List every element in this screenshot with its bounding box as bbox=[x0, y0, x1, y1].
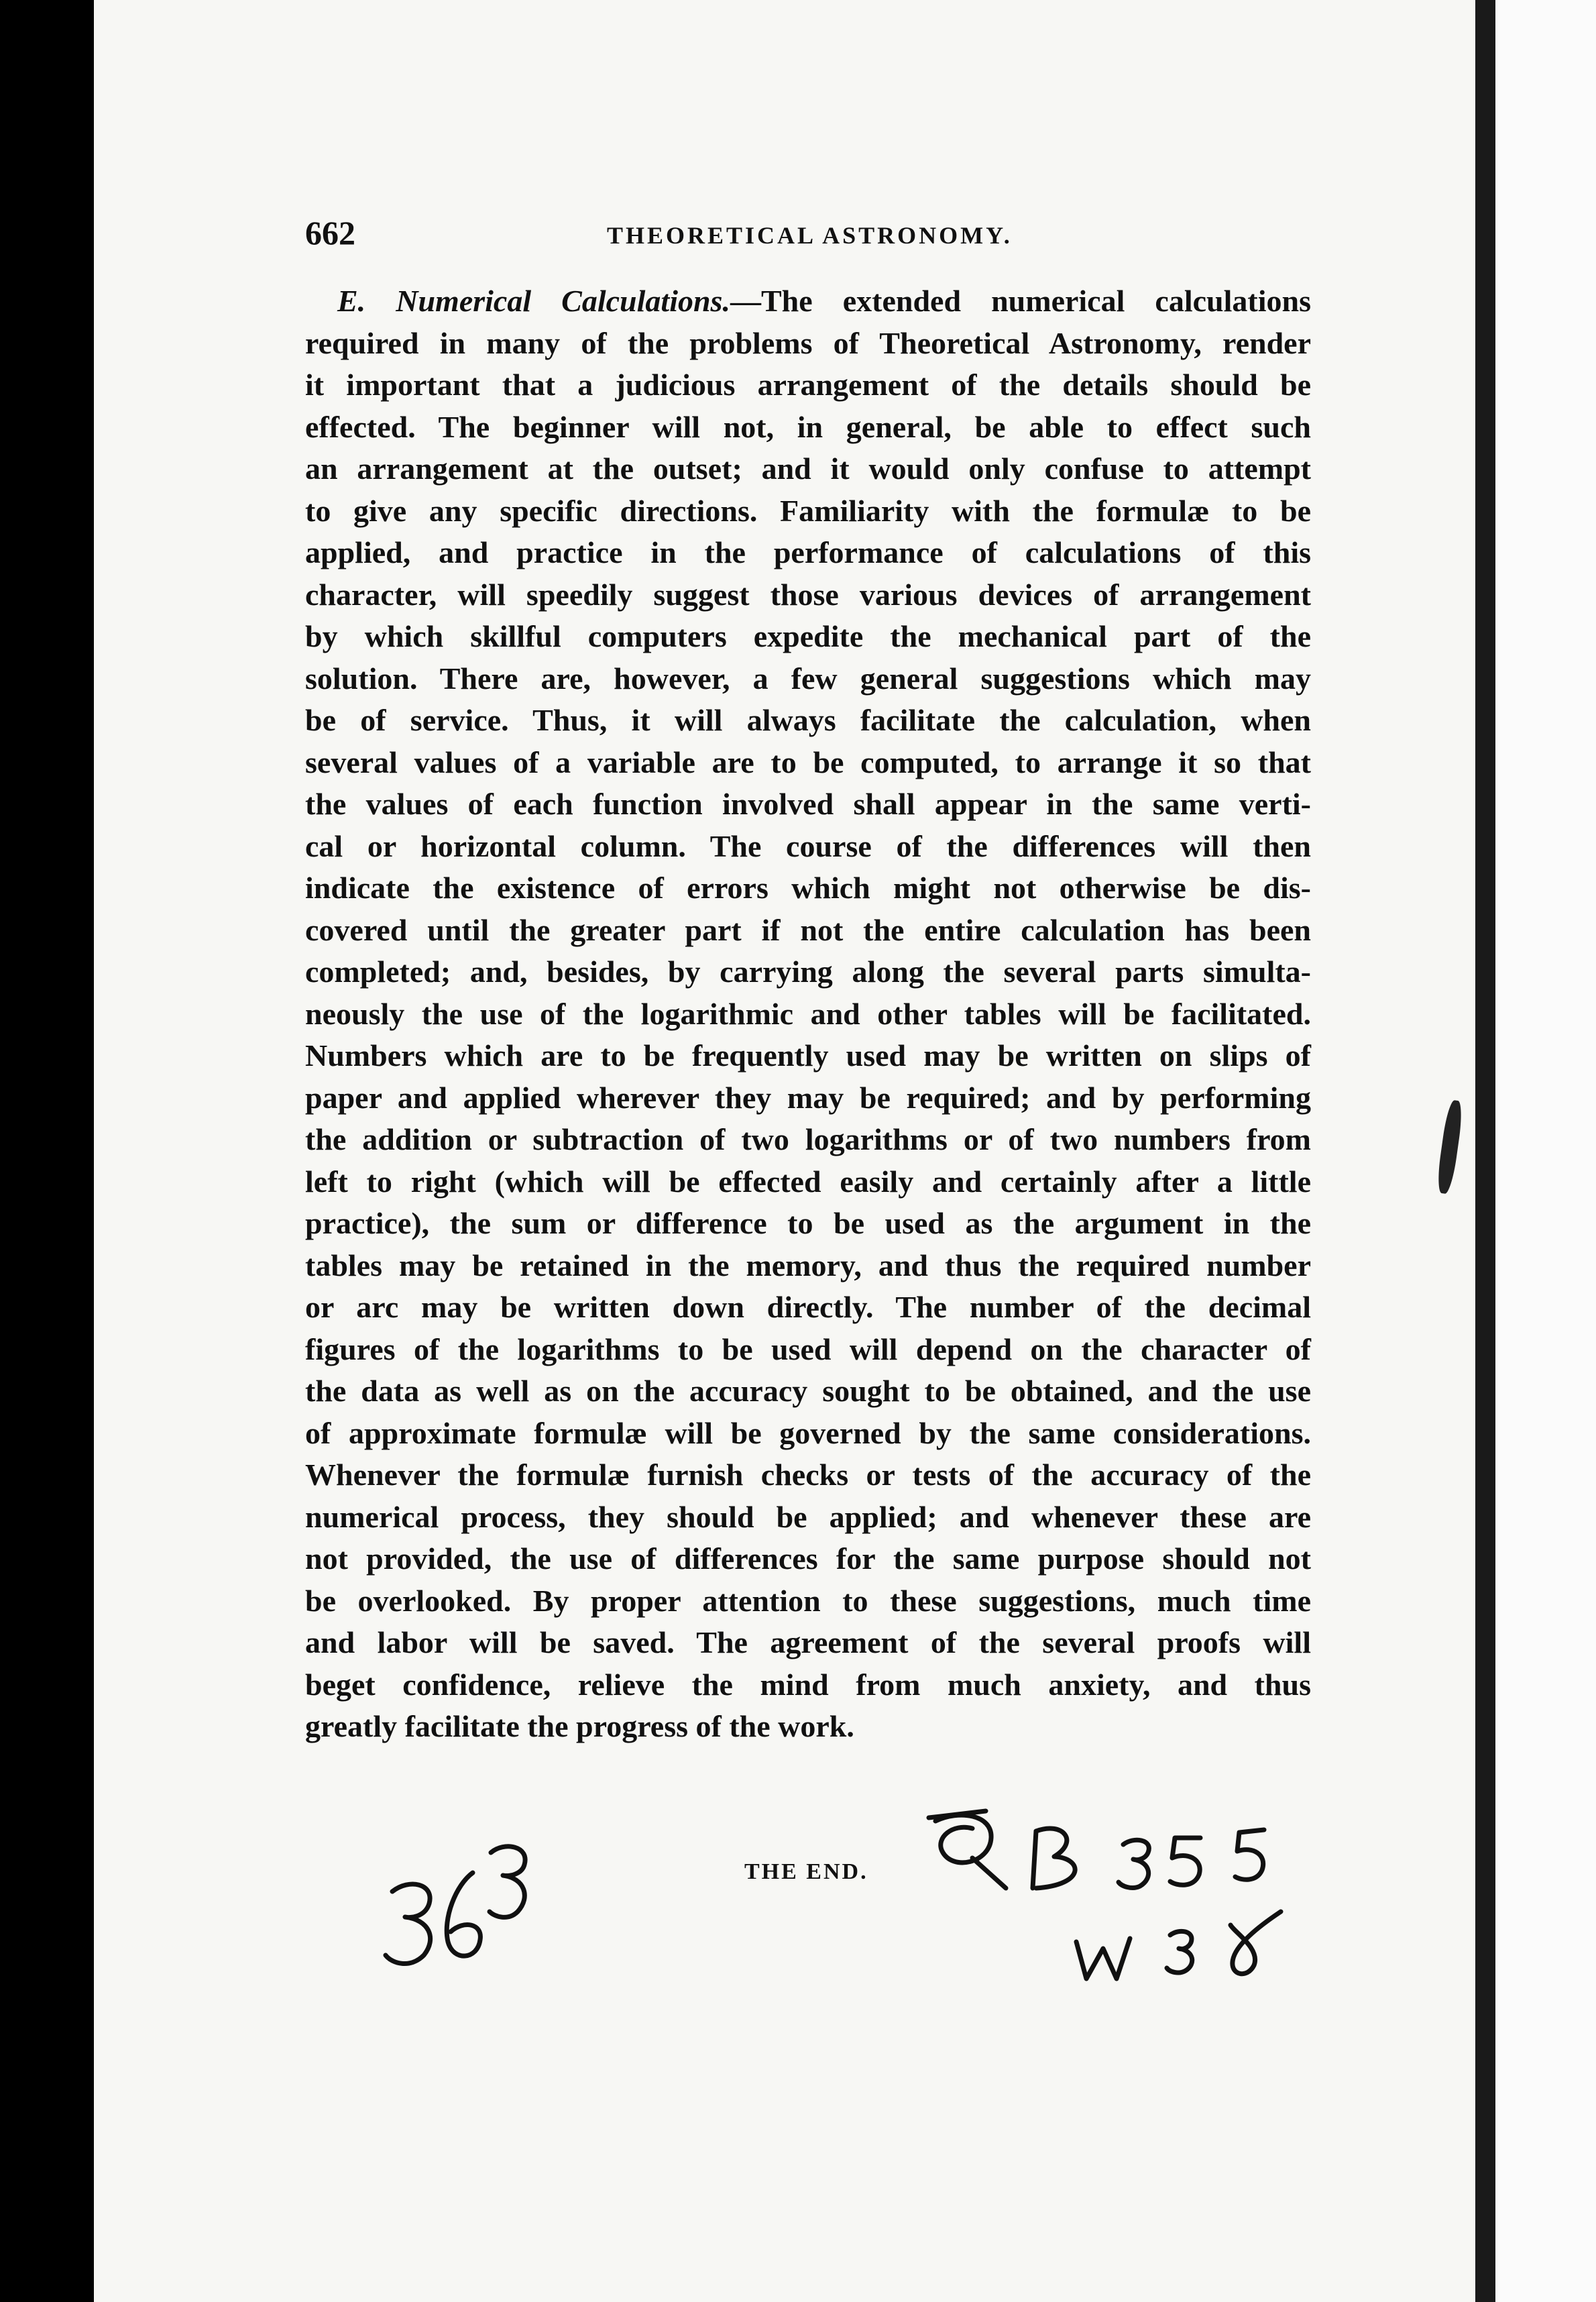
text-line: practice), the sum or difference to be used as the argument in the bbox=[305, 1206, 1311, 1240]
text-line: several values of a variable are to be computed, to arrange it so that bbox=[305, 745, 1311, 779]
running-head bbox=[305, 213, 1311, 260]
text-line-last: greatly facilitate the progress of the work. bbox=[305, 1709, 854, 1743]
text-line: Numbers which are to be frequently used may be written on slips of bbox=[305, 1038, 1311, 1073]
text-line: indicate the existence of errors which might not otherwise be dis- bbox=[305, 871, 1311, 905]
text-line: required in many of the problems of Theoretical Astronomy, render bbox=[305, 325, 1311, 360]
text-line: an arrangement at the outset; and it would only confuse to attempt bbox=[305, 451, 1311, 486]
text-line: applied, and practice in the performance of calculations of this bbox=[305, 535, 1311, 569]
text-line: the data as well as on the accuracy sought to be obtained, and the use bbox=[305, 1374, 1311, 1408]
text-line: the values of each function involved shall appear in the same verti- bbox=[305, 787, 1311, 821]
text-line: by which skillful computers expedite the mechanical part of the bbox=[305, 619, 1311, 653]
page-number: 662 bbox=[305, 214, 355, 252]
text-line: to give any specific directions. Familiarity with the formulæ to be bbox=[305, 493, 1311, 528]
text-line: Whenever the formulæ furnish checks or tests of the accuracy of the bbox=[305, 1458, 1311, 1492]
text-line: numerical process, they should be applied; and whenever these are bbox=[305, 1499, 1311, 1534]
text-line: figures of the logarithms to be used will depend on the character of bbox=[305, 1331, 1311, 1366]
running-title: THEORETICAL ASTRONOMY. bbox=[607, 222, 1013, 249]
text-line: left to right (which will be effected easily and certainly after a little bbox=[305, 1164, 1311, 1199]
text-line: it important that a judicious arrangement of the details should be bbox=[305, 368, 1311, 402]
text-line: neously the use of the logarithmic and other tables will be facilitated. bbox=[305, 996, 1311, 1031]
text-line: completed; and, besides, by carrying along the several parts simulta- bbox=[305, 954, 1311, 989]
text-line: and labor will be saved. The agreement of the several proofs will bbox=[305, 1625, 1311, 1659]
text-line: solution. There are, however, a few general suggestions which may bbox=[305, 661, 1311, 696]
text-line: E. Numerical Calculations.—The extended numerical calculations bbox=[305, 280, 1311, 323]
text-line: the addition or subtraction of two logarithms or of two numbers from bbox=[305, 1122, 1311, 1156]
text-line: beget confidence, relieve the mind from much anxiety, and thus bbox=[305, 1667, 1311, 1702]
text-line: be of service. Thus, it will always facilitate the calculation, when bbox=[305, 703, 1311, 737]
body-paragraph bbox=[305, 280, 1311, 1748]
the-end-label: THE END. bbox=[744, 1859, 868, 1884]
text-line: of approximate formulæ will be governed by the same considerations. bbox=[305, 1415, 1311, 1450]
text-line: paper and applied wherever they may be required; and by performing bbox=[305, 1080, 1311, 1115]
text-line: be overlooked. By proper attention to these suggestions, much time bbox=[305, 1583, 1311, 1618]
section-heading: E. Numerical Calculations. bbox=[337, 284, 730, 318]
text-line: tables may be retained in the memory, and thus the required number bbox=[305, 1248, 1311, 1282]
scan-margin bbox=[1495, 0, 1596, 2302]
book-spine-shadow bbox=[1475, 0, 1495, 2302]
text-line: or arc may be written down directly. The number of the decimal bbox=[305, 1290, 1311, 1324]
text-line: effected. The beginner will not, in general, be able to effect such bbox=[305, 409, 1311, 444]
text-line: covered until the greater part if not the entire calculation has been bbox=[305, 912, 1311, 947]
text-line: cal or horizontal column. The course of the differences will then bbox=[305, 828, 1311, 863]
text-line: not provided, the use of differences for the same purpose should not bbox=[305, 1541, 1311, 1576]
text-line: character, will speedily suggest those various devices of arrangement bbox=[305, 577, 1311, 612]
